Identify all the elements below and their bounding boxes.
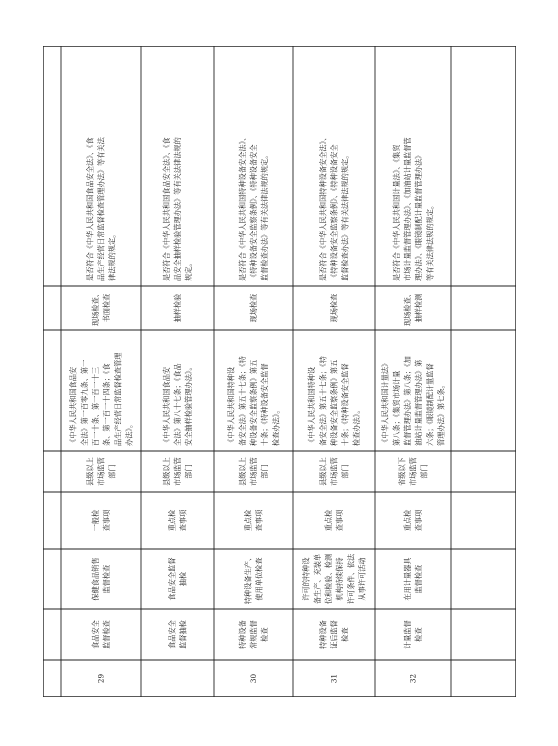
- cell-subject-row3-line1: 市场监管: [329, 457, 339, 486]
- cell-basis-row2-line2: 种设备安全监察条例》第五: [249, 359, 259, 446]
- cell-category-row2-line1: 查事项: [254, 509, 264, 532]
- cell-basis-row0-line0: 《中华人民共和国食品安: [68, 366, 78, 446]
- cell-content-row1-line1: 品安全抽样检验管理办法》等有关法律法规的: [173, 137, 183, 281]
- cell-basis-row3-line2: 种设备安全监察条例》第五: [329, 359, 339, 446]
- cell-subject-row1-line2: 部门: [184, 464, 194, 479]
- cell-content-row0-line0: 是否符合《中华人民共和国食品安全法》、《食: [85, 137, 95, 281]
- cell-subject-row0-line1: 市场监管: [96, 457, 106, 486]
- inspection-items-table: [43, 46, 516, 697]
- cell-basis-row4-line3: 油站计量监督管理办法》第: [414, 359, 424, 446]
- cell-basis-row4-line5: 管理办法》第七条。: [436, 381, 446, 446]
- cell-subject-row1-line0: 县级以上: [161, 457, 171, 486]
- cell-category-row1-line1: 查事项: [178, 509, 188, 532]
- table-svg: [43, 46, 516, 697]
- cell-method-row4-line0: 现场检查、: [402, 290, 412, 326]
- cell-subject-row3-line0: 县级以上: [318, 457, 328, 486]
- cell-subitem-row1-line0: 食品安全监督: [167, 557, 177, 601]
- cell-content-row3-line2: 监督检查办法》等有关法律法规的规定。: [340, 151, 350, 281]
- cell-subitem-row2-line1: 使用单位检查: [254, 557, 264, 601]
- cell-subitem-row3-line0: 许可的特种设: [301, 557, 311, 601]
- cell-subitem-row2-line0: 特种设备生产、: [243, 553, 253, 605]
- cell-basis-row2-line4: 检查办法》。: [271, 406, 281, 446]
- cell-subitem-row0-line0: 保健食品销售: [90, 557, 100, 601]
- rotated-table: [43, 46, 516, 697]
- cell-basis-row3-line1: 备安全法》第五十七条；《特: [318, 356, 328, 446]
- cell-content-row3-line1: 《特种设备安全监察条例》、《特种设备安全: [329, 144, 339, 281]
- cell-category-row0-line0: 一般检: [90, 509, 100, 532]
- cell-subitem-row1-line1: 抽检: [178, 571, 188, 587]
- cell-no-row2-line0: 30: [249, 673, 259, 684]
- cell-no-row3-line0: 31: [329, 673, 339, 684]
- cell-item-row3-line2: 检查: [340, 627, 350, 642]
- cell-category-row3-line1: 查事项: [335, 509, 345, 532]
- cell-subject-row0-line0: 县级以上: [85, 457, 95, 486]
- cell-subitem-row3-line4: 许可条件、依法: [346, 553, 356, 605]
- cell-basis-row3-line3: 十条；《特种设备安全监督: [340, 363, 350, 446]
- cell-method-row3-line0: 现场检查: [329, 293, 339, 323]
- cell-basis-row1-line1: 全法》第八十七条；《食品: [173, 363, 183, 446]
- cell-no-row4-line0: 32: [408, 673, 418, 684]
- cell-item-row4-line1: 检查: [414, 627, 424, 642]
- cell-category-row0-line1: 查事项: [102, 509, 112, 532]
- cell-content-row1-line0: 是否符合《中华人民共和国食品安全法》、《食: [161, 137, 171, 281]
- cell-basis-row0-line1: 全法》第一百零九条、第一: [79, 359, 89, 446]
- cell-item-row4-line0: 计量监督: [402, 620, 412, 649]
- cell-basis-row4-line2: 监督管理办法》第八条；《加: [402, 356, 412, 446]
- cell-subitem-row3-line3: 机构持续保持: [335, 557, 345, 601]
- cell-basis-row2-line3: 十条；《特种设备安全监督: [260, 363, 270, 446]
- cell-method-row0-line0: 现场检查、: [90, 290, 100, 326]
- cell-basis-row0-line4: 品生产经营日常监督检查管理: [113, 352, 123, 446]
- cell-item-row0-line1: 监督检查: [102, 620, 112, 649]
- cell-content-row2-line1: 《特种设备安全监察条例》、《特种设备安全: [249, 144, 259, 281]
- cell-category-row3-line0: 重点检: [323, 509, 333, 532]
- cell-subitem-row4-line0: 在用计量器具: [402, 557, 412, 601]
- cell-basis-row3-line0: 《中华人民共和国特种设: [307, 366, 317, 446]
- cell-subitem-row3-line5: 从事许可活动: [357, 557, 367, 601]
- cell-method-row4-line1: 抽样检测: [414, 293, 424, 323]
- cell-item-row0-line0: 食品安全: [90, 620, 100, 649]
- cell-basis-row1-line2: 安全抽样检验管理办法》。: [184, 363, 194, 446]
- cell-subject-row1-line1: 市场监管: [173, 457, 183, 486]
- cell-no-row0-line0: 29: [96, 673, 106, 684]
- cell-basis-row0-line3: 条、第一百一十四条；《食: [102, 363, 112, 446]
- cell-basis-row4-line1: 第八条；《集贸市场计量: [391, 370, 401, 446]
- cell-content-row4-line2: 理办法》、《眼镜制配计量监督管理办法》: [414, 151, 424, 281]
- cell-content-row1-line2: 规定。: [184, 259, 194, 281]
- cell-method-row1-line0: 抽样检验: [173, 293, 183, 323]
- cell-item-row3-line0: 特种设备: [318, 620, 328, 649]
- cell-subject-row4-line2: 部门: [419, 464, 429, 479]
- cell-content-row3-line0: 是否符合《中华人民共和国特种设备安全法》、: [318, 133, 328, 281]
- cell-content-row4-line1: 市场计量监督管理办法》、《加油站计量监督管: [402, 137, 412, 281]
- cell-basis-row0-line2: 百一十条、第一百一十三: [90, 366, 100, 446]
- cell-basis-row4-line0: 《中华人民共和国计量法》: [380, 359, 390, 446]
- cell-method-row2-line0: 现场检查: [249, 293, 259, 323]
- cell-basis-row1-line0: 《中华人民共和国食品安: [161, 366, 171, 446]
- cell-content-row4-line3: 等有关法律法规的规定。: [425, 201, 435, 281]
- cell-item-row3-line1: 证后监督: [329, 620, 339, 649]
- cell-subitem-row0-line1: 监督检查: [102, 564, 112, 594]
- cell-subject-row4-line0: 省级以下: [397, 457, 407, 486]
- cell-subitem-row3-line2: 位和检验、检测: [323, 553, 333, 605]
- cell-content-row4-line0: 是否符合《中华人民共和国计量法》、《集贸: [391, 144, 401, 281]
- cell-item-row2-line1: 常规监督: [249, 620, 259, 649]
- cell-basis-row2-line0: 《中华人民共和国特种设: [226, 366, 236, 446]
- cell-content-row2-line2: 监督检查办法》等有关法律法规的规定。: [260, 151, 270, 281]
- cell-method-row0-line1: 书面检查: [102, 293, 112, 323]
- cell-category-row1-line0: 重点检: [167, 509, 177, 532]
- cell-subitem-row4-line1: 监督检查: [414, 564, 424, 594]
- cell-item-row1-line1: 监督抽检: [178, 620, 188, 649]
- cell-subject-row4-line1: 市场监管: [408, 457, 418, 486]
- cell-basis-row0-line5: 办法》。: [124, 420, 134, 446]
- cell-item-row1-line0: 食品安全: [167, 620, 177, 649]
- cell-content-row0-line2: 律法规的规定。: [107, 230, 117, 281]
- cell-category-row4-line1: 查事项: [414, 509, 424, 532]
- cell-subitem-row3-line1: 备生产、充装单: [312, 553, 322, 605]
- cell-basis-row4-line4: 六条；《眼镜制配计量监督: [425, 363, 435, 446]
- cell-subject-row0-line2: 部门: [107, 464, 117, 479]
- cell-basis-row2-line1: 备安全法》第五十七条；《特: [237, 356, 247, 446]
- cell-basis-row3-line4: 检查办法》。: [351, 406, 361, 446]
- cell-category-row4-line0: 重点检: [402, 509, 412, 532]
- cell-content-row2-line0: 是否符合《中华人民共和国特种设备安全法》、: [237, 133, 247, 281]
- cell-category-row2-line0: 重点检: [243, 509, 253, 532]
- cell-subject-row2-line2: 部门: [260, 464, 270, 479]
- cell-content-row0-line1: 品生产经营日常监督检查管理办法》等有关法: [96, 137, 106, 281]
- cell-subject-row3-line2: 部门: [340, 464, 350, 479]
- cell-item-row2-line2: 检查: [260, 627, 270, 642]
- cell-subject-row2-line1: 市场监管: [249, 457, 259, 486]
- cell-item-row2-line0: 特种设备: [237, 620, 247, 649]
- cell-subject-row2-line0: 县级以上: [237, 457, 247, 486]
